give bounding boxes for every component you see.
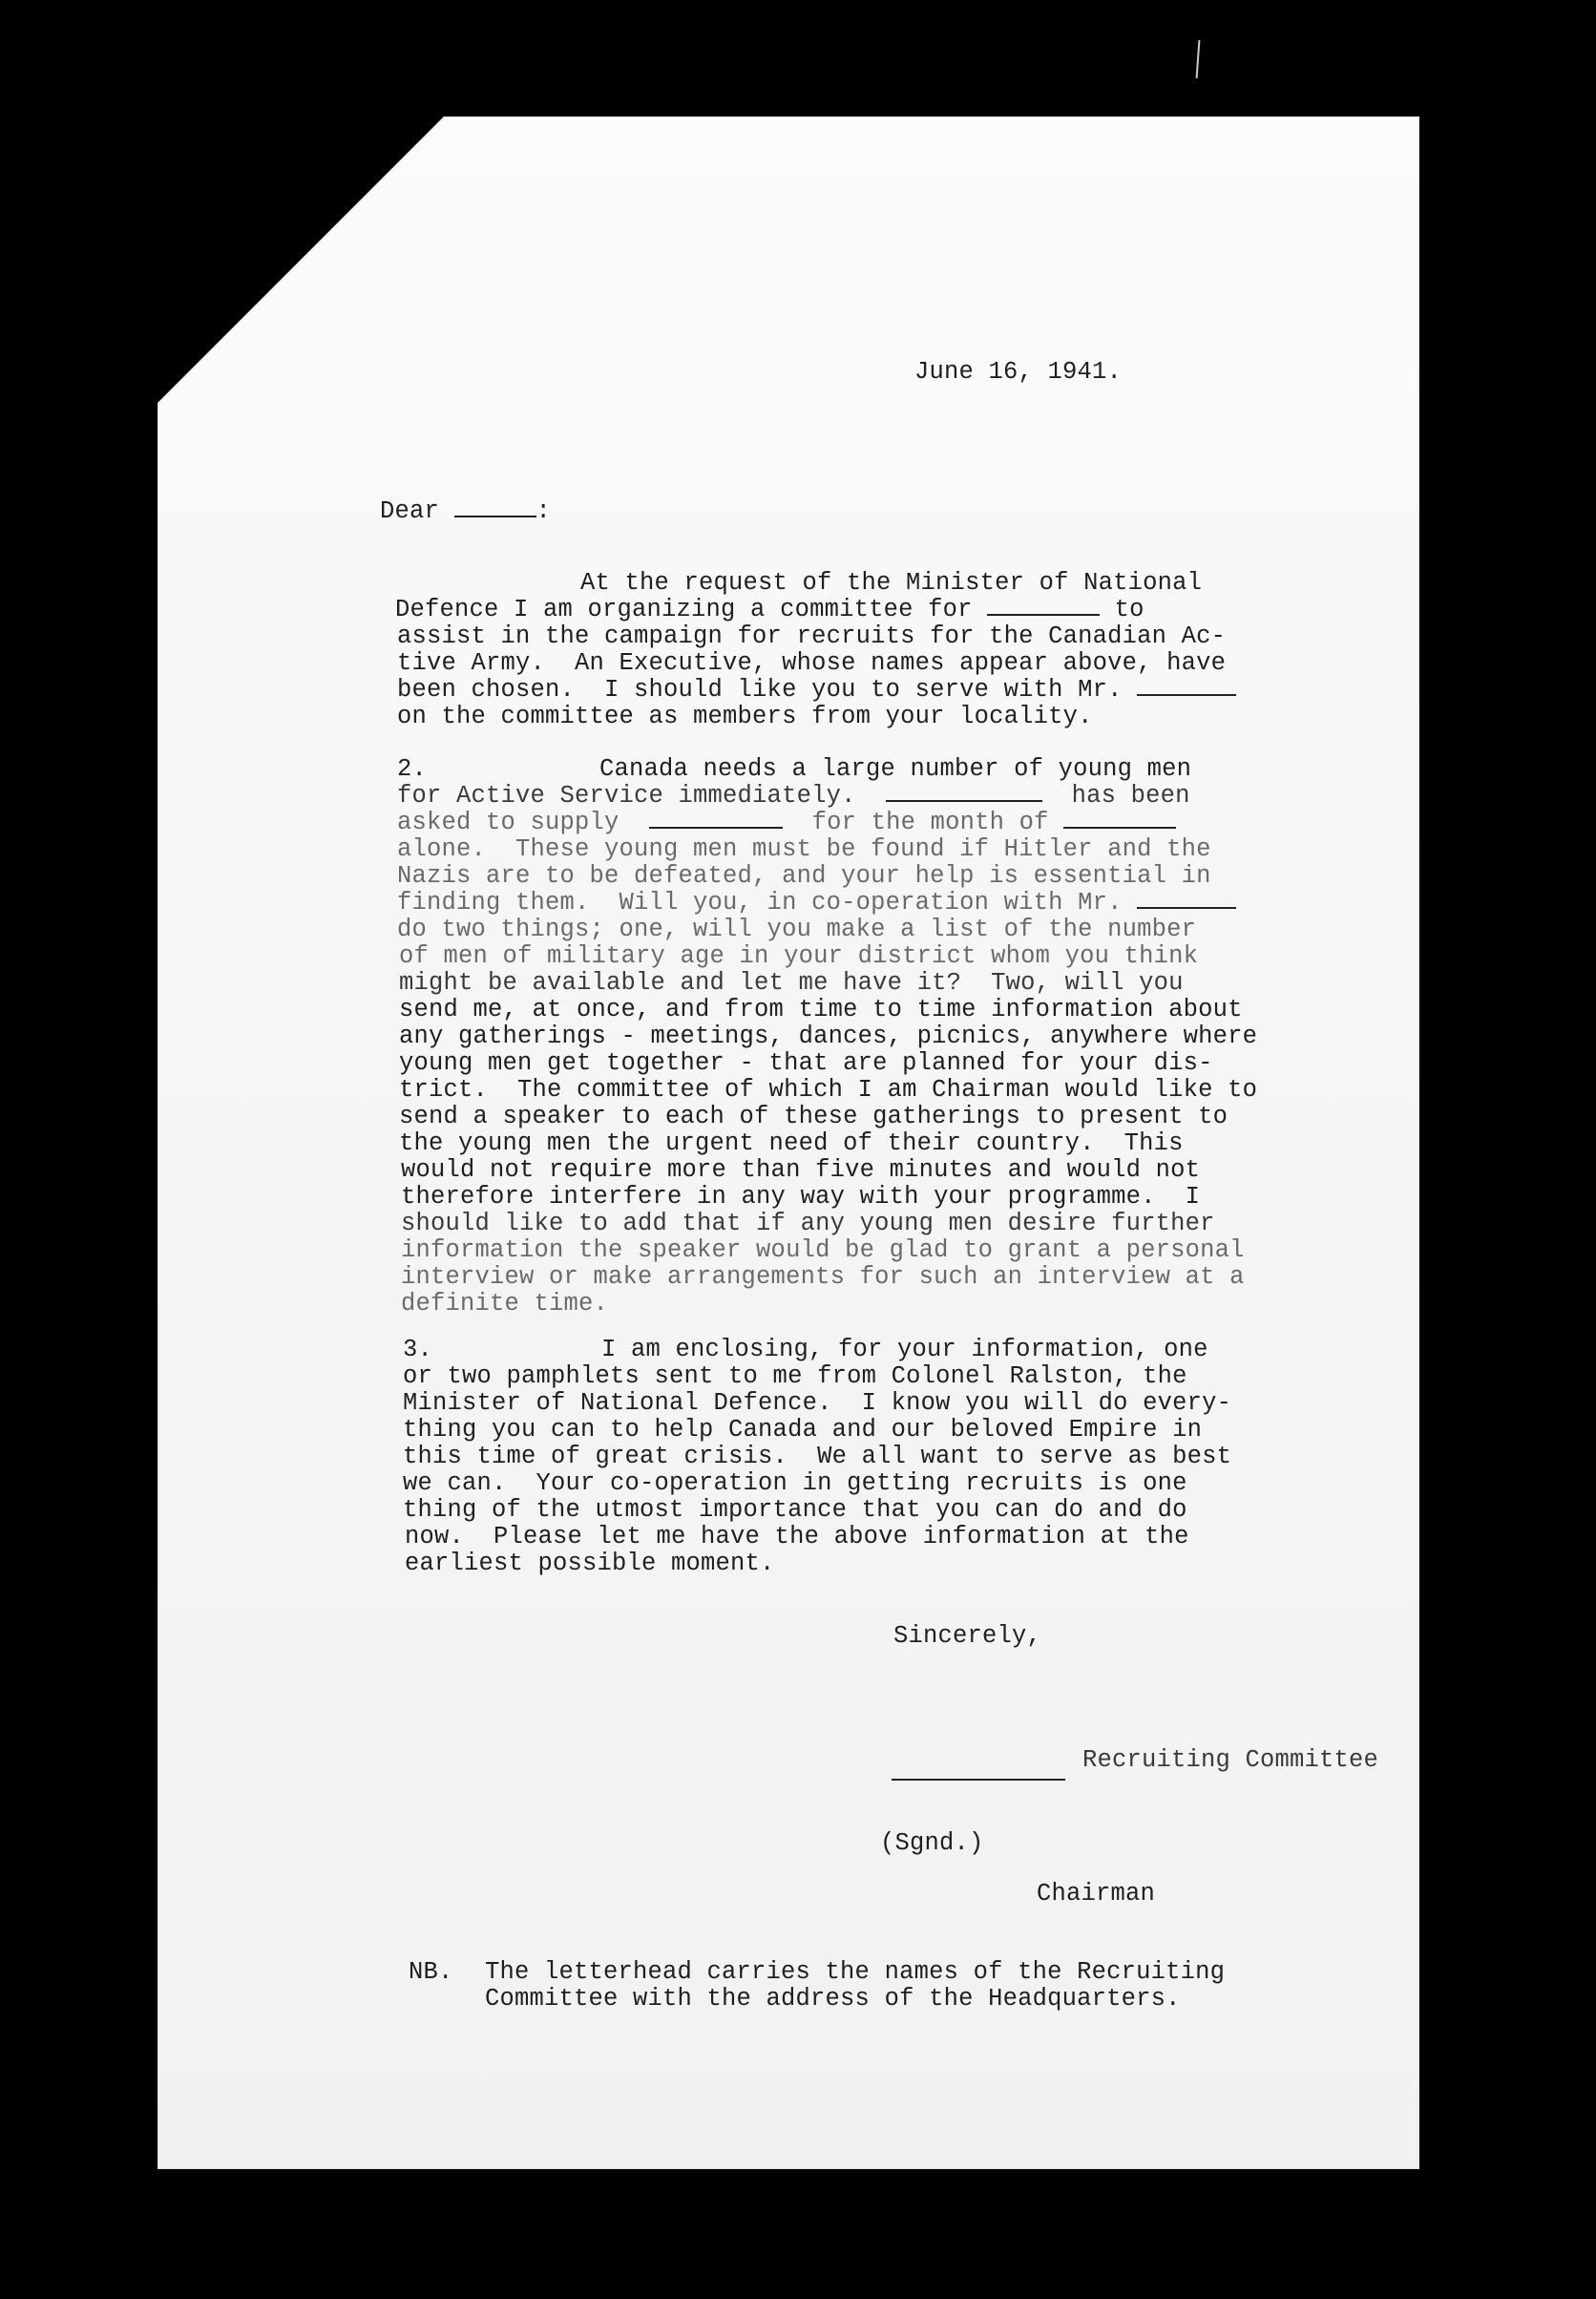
p2-line-18: should like to add that if any young men desire further xyxy=(401,1210,1215,1237)
note-label: NB. xyxy=(409,1958,453,1986)
quantity-blank xyxy=(649,810,783,829)
p1-line-2-end: to xyxy=(1114,596,1144,623)
p2-line-13: trict. The committee of which I am Chairman would like to xyxy=(399,1076,1258,1104)
mr-name-blank xyxy=(1137,677,1236,696)
p1-line-2 xyxy=(395,597,1144,623)
salutation-word: Dear xyxy=(380,497,440,525)
note-line-2: Committee with the address of the Headquarters. xyxy=(485,1985,1181,2013)
p2-line-2-end: has been xyxy=(1071,782,1190,810)
p1-line-4: tive Army. An Executive, whose names appear above, have xyxy=(397,649,1227,677)
p2-line-3-mid: for the month of xyxy=(811,809,1049,836)
p1-line-2-text: Defence I am organizing a committee for xyxy=(395,596,973,623)
p1-line-1: At the request of the Minister of National xyxy=(580,569,1203,597)
p1-line-3: assist in the campaign for recruits for the Canadian Ac- xyxy=(397,622,1227,650)
p2-line-16: would not require more than five minutes and would not xyxy=(401,1156,1201,1184)
p2-line-11: any gatherings - meetings, dances, picnics, anywhere where xyxy=(399,1023,1258,1050)
p3-line-3: Minister of National Defence. I know you will do every- xyxy=(403,1389,1232,1417)
p2-line-6 xyxy=(397,890,1236,917)
mr-name-blank-2 xyxy=(1137,890,1236,909)
p2-line-5: Nazis are to be defeated, and your help is essential in xyxy=(397,862,1211,890)
salutation-colon: : xyxy=(536,497,552,525)
p3-line-1: I am enclosing, for your information, one xyxy=(601,1336,1208,1363)
p2-line-12: young men get together - that are planned for your dis- xyxy=(399,1049,1213,1077)
p2-line-19: information the speaker would be glad to grant a personal xyxy=(401,1236,1245,1264)
p3-number: 3. xyxy=(403,1336,433,1363)
p3-line-7: thing of the utmost importance that you can do and do xyxy=(403,1496,1187,1524)
p2-line-4: alone. These young men must be found if Hitler and the xyxy=(397,835,1211,863)
p2-line-15: the young men the urgent need of their country. This xyxy=(399,1129,1184,1157)
p2-line-20: interview or make arrangements for such an interview at a xyxy=(401,1263,1245,1291)
p3-line-8: now. Please let me have the above information at the xyxy=(405,1523,1189,1550)
signature-committee-blank xyxy=(892,1761,1065,1781)
note-line-1: The letterhead carries the names of the Recruiting xyxy=(485,1958,1226,1986)
p2-line-21: definite time. xyxy=(401,1290,609,1318)
p2-line-3 xyxy=(397,810,1176,836)
p2-line-3-text: asked to supply xyxy=(397,809,620,836)
p2-line-2 xyxy=(397,783,1190,810)
p1-line-5 xyxy=(397,677,1236,704)
p3-line-5: this time of great crisis. We all want to serve as best xyxy=(403,1443,1232,1470)
recipient-blank xyxy=(454,498,536,517)
p2-line-1: Canada needs a large number of young men xyxy=(599,755,1192,783)
p3-line-6: we can. Your co-operation in getting recruits is one xyxy=(403,1469,1187,1497)
committee-label: Recruiting Committee xyxy=(1082,1746,1379,1774)
p2-line-17: therefore interfere in any way with your programme. I xyxy=(401,1183,1201,1211)
signer-title: Chairman xyxy=(1037,1880,1156,1908)
p1-line-5-text: been chosen. I should like you to serve with Mr. xyxy=(397,676,1123,704)
p2-line-10: send me, at once, and from time to time information about xyxy=(399,996,1243,1023)
p2-line-9: might be available and let me have it? Two, will you xyxy=(399,969,1184,997)
salutation xyxy=(380,498,551,525)
committee-place-blank xyxy=(987,597,1100,616)
p1-line-6: on the committee as members from your locality. xyxy=(397,703,1093,730)
p2-line-7: do two things; one, will you make a list of the number xyxy=(397,916,1197,943)
p2-line-2-text: for Active Service immediately. xyxy=(397,782,856,810)
p3-line-9: earliest possible moment. xyxy=(405,1550,775,1577)
p2-line-8: of men of military age in your district whom you think xyxy=(399,942,1199,970)
p3-line-2: or two pamphlets sent to me from Colonel Ralston, the xyxy=(403,1362,1187,1390)
p2-number: 2. xyxy=(397,755,428,783)
p3-line-4: thing you can to help Canada and our beloved Empire in xyxy=(403,1416,1203,1444)
month-blank xyxy=(1063,810,1176,829)
letter-date: June 16, 1941. xyxy=(914,358,1123,386)
closing: Sincerely, xyxy=(893,1622,1042,1650)
signed-mark: (Sgnd.) xyxy=(880,1829,984,1857)
place-blank xyxy=(886,783,1042,802)
p2-line-6-text: finding them. Will you, in co-operation with Mr. xyxy=(397,889,1123,917)
p2-line-14: send a speaker to each of these gatherings to present to xyxy=(399,1103,1228,1130)
